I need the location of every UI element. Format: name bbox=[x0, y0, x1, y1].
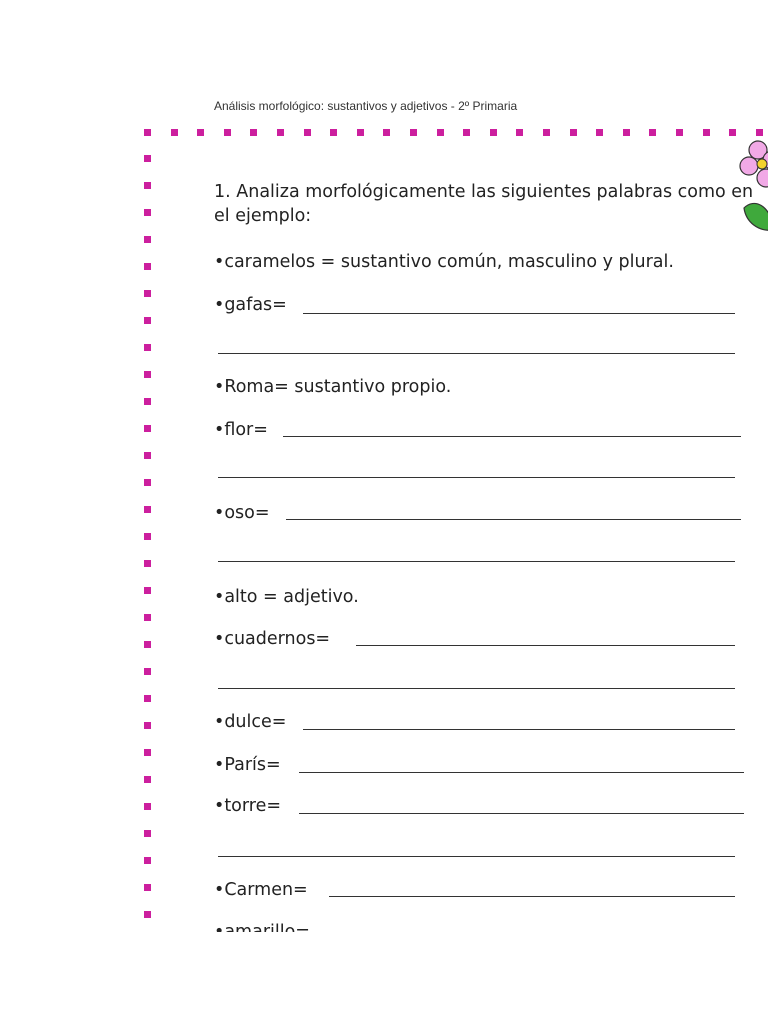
border-dot bbox=[277, 129, 284, 136]
border-dot bbox=[304, 129, 311, 136]
border-dot bbox=[330, 129, 337, 136]
border-dot bbox=[144, 371, 151, 378]
border-dot bbox=[144, 182, 151, 189]
border-dot bbox=[756, 129, 763, 136]
border-dot bbox=[144, 668, 151, 675]
border-dot bbox=[570, 129, 577, 136]
answer-blank[interactable] bbox=[218, 856, 735, 857]
border-dot bbox=[144, 911, 151, 918]
left-dotted-border bbox=[144, 155, 152, 935]
border-dot bbox=[250, 129, 257, 136]
top-dotted-border bbox=[140, 129, 768, 137]
border-dot bbox=[543, 129, 550, 136]
border-dot bbox=[410, 129, 417, 136]
item-label: •flor= bbox=[214, 420, 268, 440]
border-dot bbox=[144, 722, 151, 729]
exercise-instruction: 1. Analiza morfológicamente las siguientes palabras como en el ejemplo: bbox=[214, 182, 754, 226]
answer-blank[interactable] bbox=[218, 561, 735, 562]
border-dot bbox=[144, 830, 151, 837]
border-dot bbox=[144, 749, 151, 756]
border-dot bbox=[144, 452, 151, 459]
border-dot bbox=[623, 129, 630, 136]
example-line: •alto = adjetivo. bbox=[214, 587, 359, 607]
border-dot bbox=[383, 129, 390, 136]
border-dot bbox=[144, 776, 151, 783]
border-dot bbox=[144, 803, 151, 810]
border-dot bbox=[144, 587, 151, 594]
answer-blank[interactable] bbox=[299, 772, 744, 773]
border-dot bbox=[649, 129, 656, 136]
border-dot bbox=[197, 129, 204, 136]
item-label: •cuadernos= bbox=[214, 629, 331, 649]
border-dot bbox=[676, 129, 683, 136]
border-dot bbox=[144, 857, 151, 864]
answer-blank[interactable] bbox=[299, 813, 744, 814]
answer-blank[interactable] bbox=[303, 729, 735, 730]
border-dot bbox=[357, 129, 364, 136]
border-dot bbox=[144, 614, 151, 621]
item-label: •torre= bbox=[214, 796, 282, 816]
answer-blank[interactable] bbox=[283, 436, 741, 437]
border-dot bbox=[144, 398, 151, 405]
page-header-title: Análisis morfológico: sustantivos y adjetivos - 2º Primaria bbox=[214, 99, 518, 113]
border-dot bbox=[703, 129, 710, 136]
border-dot bbox=[224, 129, 231, 136]
border-dot bbox=[729, 129, 736, 136]
item-label: •oso= bbox=[214, 503, 270, 523]
border-dot bbox=[144, 236, 151, 243]
border-dot bbox=[144, 290, 151, 297]
answer-blank[interactable] bbox=[218, 688, 735, 689]
border-dot bbox=[171, 129, 178, 136]
answer-blank[interactable] bbox=[356, 645, 735, 646]
item-label: •Carmen= bbox=[214, 880, 308, 900]
answer-blank[interactable] bbox=[218, 353, 735, 354]
page-bottom-margin bbox=[0, 932, 768, 1024]
border-dot bbox=[144, 155, 151, 162]
border-dot bbox=[144, 506, 151, 513]
border-dot bbox=[463, 129, 470, 136]
border-dot bbox=[490, 129, 497, 136]
border-dot bbox=[596, 129, 603, 136]
border-dot bbox=[144, 641, 151, 648]
answer-blank[interactable] bbox=[303, 313, 735, 314]
border-dot bbox=[144, 425, 151, 432]
answer-blank[interactable] bbox=[218, 477, 735, 478]
example-line: •caramelos = sustantivo común, masculino y plural. bbox=[214, 252, 674, 272]
border-dot bbox=[144, 695, 151, 702]
example-line: •Roma= sustantivo propio. bbox=[214, 377, 452, 397]
border-dot bbox=[144, 129, 151, 136]
border-dot bbox=[144, 479, 151, 486]
item-label: •dulce= bbox=[214, 712, 287, 732]
answer-blank[interactable] bbox=[286, 519, 741, 520]
border-dot bbox=[516, 129, 523, 136]
border-dot bbox=[144, 209, 151, 216]
item-label: •gafas= bbox=[214, 295, 287, 315]
border-dot bbox=[144, 344, 151, 351]
item-label: •París= bbox=[214, 755, 281, 775]
answer-blank[interactable] bbox=[329, 896, 735, 897]
border-dot bbox=[144, 317, 151, 324]
border-dot bbox=[144, 884, 151, 891]
border-dot bbox=[437, 129, 444, 136]
border-dot bbox=[144, 263, 151, 270]
border-dot bbox=[144, 560, 151, 567]
border-dot bbox=[144, 533, 151, 540]
